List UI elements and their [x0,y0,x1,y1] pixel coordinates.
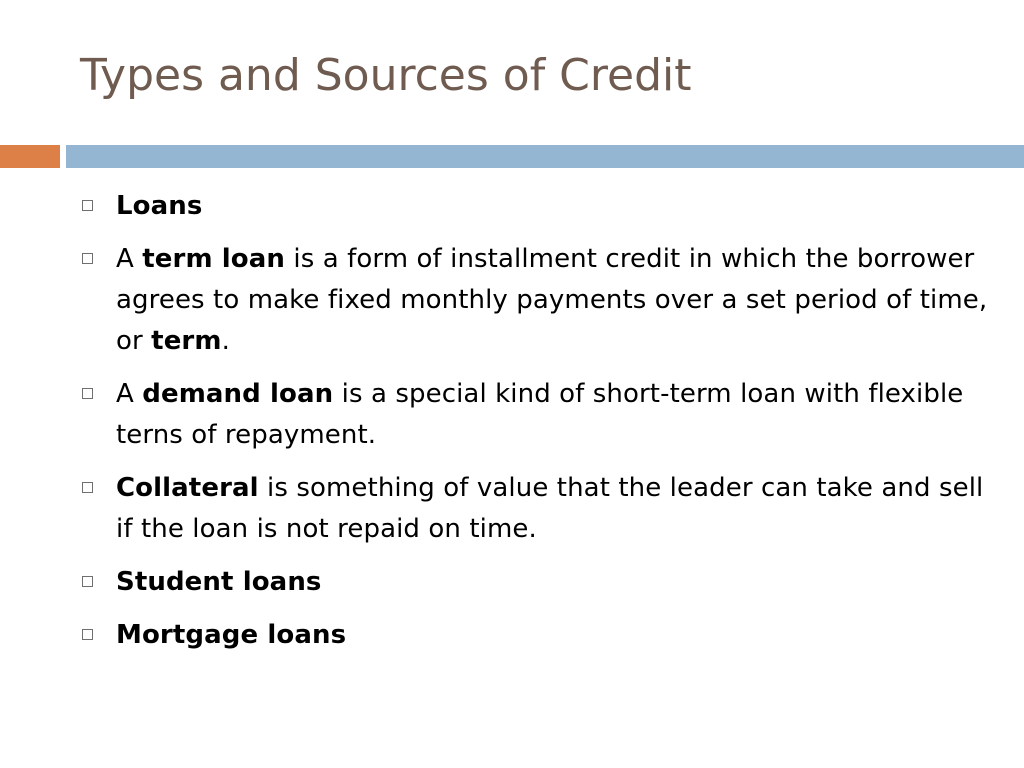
bullet-text: . [221,326,230,356]
bullet-bold-text: Collateral [116,473,259,503]
hollow-square-icon [82,629,93,640]
hollow-square-icon [82,388,93,399]
bullet-text: is a special kind of short-term loan with flexible terns of repayment. [116,379,964,450]
bullet-item [80,186,1000,227]
bullet-text: A [116,244,143,274]
bullet-item [80,374,1000,456]
bullet-bold-text: Student loans [116,567,322,597]
bullet-text: is a form of installment credit in which the borrower agrees to make fixed monthly payments over a set period of time, or [116,244,988,356]
bullet-item [80,239,1000,362]
accent-bar-orange [0,145,60,168]
bullet-text: A [116,379,143,409]
bullet-bold-text: Mortgage loans [116,620,347,650]
hollow-square-icon [82,482,93,493]
bullet-item [80,615,1000,656]
bullet-list [80,186,1000,668]
bullet-bold-text: Loans [116,191,203,221]
hollow-square-icon [82,253,93,264]
hollow-square-icon [82,200,93,211]
hollow-square-icon [82,576,93,587]
accent-bar-blue [66,145,1024,168]
bullet-bold-text: term [151,326,222,356]
bullet-item [80,562,1000,603]
bullet-text: is something of value that the leader can take and sell if the loan is not repaid on time. [116,473,984,544]
bullet-bold-text: term loan [142,244,286,274]
slide-title: Types and Sources of Credit [80,50,692,101]
bullet-item [80,468,1000,550]
bullet-bold-text: demand loan [142,379,334,409]
